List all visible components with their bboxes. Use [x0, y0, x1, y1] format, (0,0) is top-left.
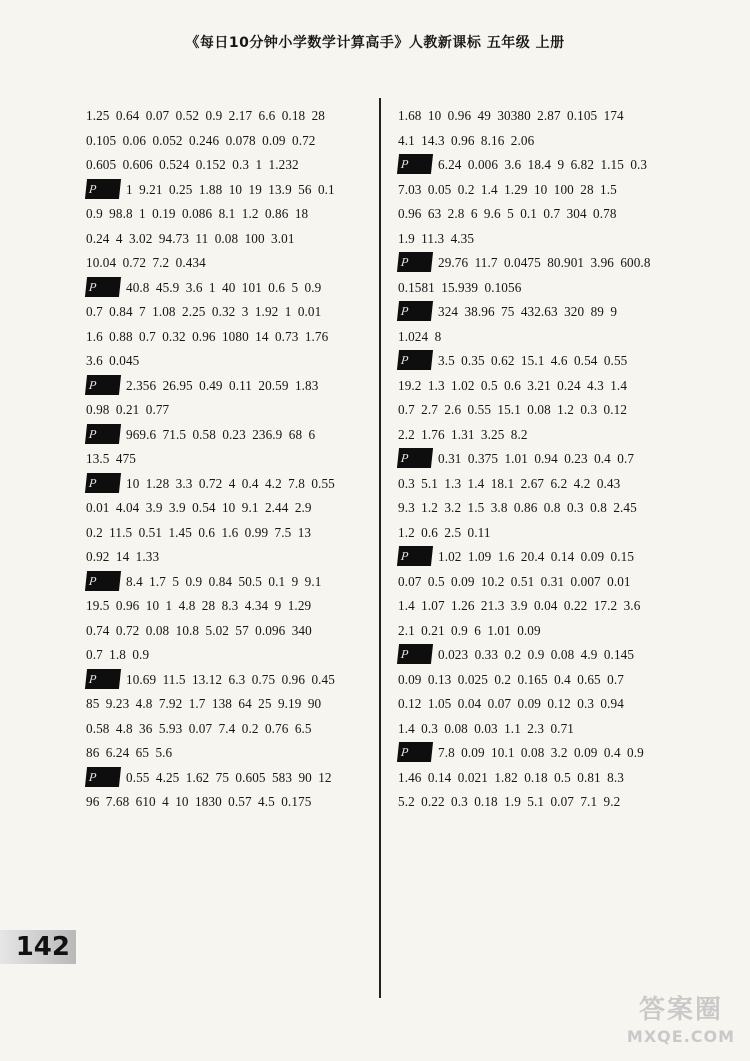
page-ref-badge: P	[397, 252, 433, 272]
answer-values: 0.12 1.05 0.04 0.07 0.09 0.12 0.3 0.94	[398, 696, 624, 711]
answer-values: 1.4 0.3 0.08 0.03 1.1 2.3 0.71	[398, 720, 574, 736]
answer-row	[86, 643, 376, 668]
page-ref-badge: P	[397, 448, 433, 468]
answer-values: 0.7 2.7 2.6 0.55 15.1 0.08 1.2 0.3 0.12	[398, 402, 628, 417]
answer-values: 96 7.68 610 4 10 1830 0.57 4.5 0.175	[86, 794, 312, 809]
answer-values: 2.2 1.76 1.31 3.25 8.2	[398, 426, 528, 442]
answer-values: 29.76 11.7 0.0475 80.901 3.96 600.8	[438, 255, 651, 270]
answer-row	[398, 423, 708, 448]
answer-values: 9.3 1.2 3.2 1.5 3.8 0.86 0.8 0.3 0.8 2.45	[398, 500, 637, 515]
answer-row	[86, 717, 376, 742]
answer-values: 1.024 8	[398, 328, 442, 344]
answer-row	[398, 153, 708, 178]
page-ref-badge: P	[85, 179, 121, 199]
answer-row	[398, 545, 708, 570]
answer-values: 0.7 1.8 0.9	[86, 647, 150, 662]
answer-row	[86, 594, 376, 619]
answer-row	[86, 472, 376, 497]
answer-values: 1.2 0.6 2.5 0.11	[398, 524, 491, 540]
answer-row	[398, 594, 708, 619]
page-ref-badge: P	[85, 277, 121, 297]
answer-row	[398, 741, 708, 766]
answer-row	[398, 178, 708, 203]
answer-values: 7.8 0.09 10.1 0.08 3.2 0.09 0.4 0.9	[438, 745, 644, 760]
answer-row	[398, 472, 708, 497]
answer-row	[86, 570, 376, 595]
answer-values: 0.96 63 2.8 6 9.6 5 0.1 0.7 304 0.78	[398, 206, 617, 221]
answer-row	[398, 374, 708, 399]
answer-values: 0.24 4 3.02 94.73 11 0.08 100 3.01	[86, 230, 295, 246]
answer-row	[86, 766, 376, 791]
answer-row	[398, 300, 708, 325]
answer-values: 5.2 0.22 0.3 0.18 1.9 5.1 0.07 7.1 9.2	[398, 794, 621, 809]
answer-row	[86, 129, 376, 154]
answer-values: 0.023 0.33 0.2 0.9 0.08 4.9 0.145	[438, 647, 635, 662]
page-ref-badge: P	[397, 154, 433, 174]
answer-values: 0.7 0.84 7 1.08 2.25 0.32 3 1.92 1 0.01	[86, 304, 322, 319]
answer-row	[398, 447, 708, 472]
page-ref-badge: P	[85, 375, 121, 395]
answer-row	[86, 374, 376, 399]
answer-values: 0.74 0.72 0.08 10.8 5.02 57 0.096 340	[86, 622, 312, 638]
answer-values: 40.8 45.9 3.6 1 40 101 0.6 5 0.9	[126, 279, 322, 295]
answer-row	[398, 643, 708, 668]
answer-values: 0.3 5.1 1.3 1.4 18.1 2.67 6.2 4.2 0.43	[398, 475, 621, 491]
answer-row	[86, 227, 376, 252]
answer-values: 3.6 0.045	[86, 353, 140, 368]
answer-row	[86, 104, 376, 129]
answer-values: 0.09 0.13 0.025 0.2 0.165 0.4 0.65 0.7	[398, 671, 624, 687]
watermark-logo	[616, 993, 746, 1055]
answer-values: 0.55 4.25 1.62 75 0.605 583 90 12	[126, 769, 332, 785]
left-answer-column	[86, 104, 376, 815]
answer-row	[398, 766, 708, 791]
answer-row	[398, 619, 708, 644]
answer-values: 86 6.24 65 5.6	[86, 745, 173, 760]
page-ref-badge: P	[397, 350, 433, 370]
page-ref-badge: P	[85, 473, 121, 493]
answer-values: 7.03 0.05 0.2 1.4 1.29 10 100 28 1.5	[398, 181, 617, 197]
answer-row	[86, 178, 376, 203]
answer-row	[86, 545, 376, 570]
answer-row	[86, 790, 376, 815]
answer-values: 0.31 0.375 1.01 0.94 0.23 0.4 0.7	[438, 451, 635, 466]
answer-row	[86, 447, 376, 472]
page-ref-badge: P	[85, 424, 121, 444]
answer-values: 0.92 14 1.33	[86, 549, 160, 564]
watermark-line1: 答案圈	[638, 995, 723, 1025]
answer-row	[86, 741, 376, 766]
answer-values: 1.6 0.88 0.7 0.32 0.96 1080 14 0.73 1.76	[86, 328, 329, 344]
answer-values: 1.25 0.64 0.07 0.52 0.9 2.17 6.6 0.18 28	[86, 108, 325, 123]
answer-values: 2.1 0.21 0.9 6 1.01 0.09	[398, 622, 541, 638]
answer-values: 0.1581 15.939 0.1056	[398, 279, 522, 295]
answer-row	[86, 251, 376, 276]
answer-values: 969.6 71.5 0.58 0.23 236.9 68 6	[126, 426, 316, 442]
answer-row	[398, 251, 708, 276]
page-ref-badge: P	[85, 669, 121, 689]
answer-values: 0.2 11.5 0.51 1.45 0.6 1.6 0.99 7.5 13	[86, 524, 312, 540]
answer-values: 0.01 4.04 3.9 3.9 0.54 10 9.1 2.44 2.9	[86, 500, 312, 515]
page-ref-badge: P	[85, 571, 121, 591]
page-ref-badge: P	[85, 767, 121, 787]
answer-row	[398, 570, 708, 595]
answer-row	[398, 717, 708, 742]
answer-values: 10.04 0.72 7.2 0.434	[86, 255, 206, 270]
answer-row	[86, 153, 376, 178]
page-number: 142	[0, 930, 76, 964]
answer-row	[86, 619, 376, 644]
answer-values: 1.46 0.14 0.021 1.82 0.18 0.5 0.81 8.3	[398, 769, 624, 785]
answer-row	[398, 692, 708, 717]
answer-row	[398, 325, 708, 350]
answer-values: 8.4 1.7 5 0.9 0.84 50.5 0.1 9 9.1	[126, 573, 322, 589]
answer-row	[398, 349, 708, 374]
answer-row	[86, 276, 376, 301]
answer-row	[398, 276, 708, 301]
answer-values: 1 9.21 0.25 1.88 10 19 13.9 56 0.1	[126, 181, 335, 197]
answer-values: 6.24 0.006 3.6 18.4 9 6.82 1.15 0.3	[438, 157, 648, 172]
watermark-line2: MXQE.COM	[626, 1027, 736, 1046]
answer-row	[398, 668, 708, 693]
answer-values: 0.605 0.606 0.524 0.152 0.3 1 1.232	[86, 157, 299, 172]
answer-values: 10.69 11.5 13.12 6.3 0.75 0.96 0.45	[126, 671, 335, 687]
answer-values: 0.98 0.21 0.77	[86, 402, 170, 417]
page-ref-badge: P	[397, 644, 433, 664]
answer-values: 19.5 0.96 10 1 4.8 28 8.3 4.34 9 1.29	[86, 598, 312, 613]
answer-row	[398, 104, 708, 129]
page-ref-badge: P	[397, 742, 433, 762]
answer-values: 0.9 98.8 1 0.19 0.086 8.1 1.2 0.86 18	[86, 206, 309, 221]
answer-row	[86, 423, 376, 448]
answer-values: 3.5 0.35 0.62 15.1 4.6 0.54 0.55	[438, 353, 628, 368]
answer-values: 324 38.96 75 432.63 320 89 9	[438, 304, 618, 319]
answer-values: 13.5 475	[86, 451, 136, 466]
answer-row	[398, 496, 708, 521]
answer-row	[86, 349, 376, 374]
answer-values: 0.58 4.8 36 5.93 0.07 7.4 0.2 0.76 6.5	[86, 720, 312, 736]
answer-values: 1.68 10 0.96 49 30380 2.87 0.105 174	[398, 108, 624, 123]
answer-row	[86, 325, 376, 350]
page-header: 《每日10分钟小学数学计算高手》人教新课标 五年级 上册	[185, 35, 565, 51]
answer-values: 85 9.23 4.8 7.92 1.7 138 64 25 9.19 90	[86, 696, 322, 711]
answer-values: 4.1 14.3 0.96 8.16 2.06	[398, 132, 535, 148]
answer-row	[398, 790, 708, 815]
answer-values: 0.07 0.5 0.09 10.2 0.51 0.31 0.007 0.01	[398, 573, 631, 589]
answer-row	[86, 668, 376, 693]
answer-row	[398, 202, 708, 227]
answer-row	[86, 202, 376, 227]
answer-values: 2.356 26.95 0.49 0.11 20.59 1.83	[126, 377, 319, 393]
answer-values: 1.02 1.09 1.6 20.4 0.14 0.09 0.15	[438, 549, 635, 564]
answer-row	[86, 496, 376, 521]
page-ref-badge: P	[397, 546, 433, 566]
answer-row	[398, 398, 708, 423]
answer-values: 0.105 0.06 0.052 0.246 0.078 0.09 0.72	[86, 132, 316, 148]
answer-row	[398, 227, 708, 252]
answer-row	[398, 521, 708, 546]
page-ref-badge: P	[397, 301, 433, 321]
answer-row	[398, 129, 708, 154]
answer-values: 1.9 11.3 4.35	[398, 230, 475, 246]
answer-row	[86, 398, 376, 423]
answer-values: 19.2 1.3 1.02 0.5 0.6 3.21 0.24 4.3 1.4	[398, 377, 628, 393]
right-answer-column	[398, 104, 708, 815]
answer-row	[86, 521, 376, 546]
answer-values: 1.4 1.07 1.26 21.3 3.9 0.04 0.22 17.2 3.6	[398, 598, 641, 613]
column-divider	[379, 98, 381, 998]
answer-row	[86, 300, 376, 325]
answer-row	[86, 692, 376, 717]
answer-values: 10 1.28 3.3 0.72 4 0.4 4.2 7.8 0.55	[126, 475, 335, 491]
